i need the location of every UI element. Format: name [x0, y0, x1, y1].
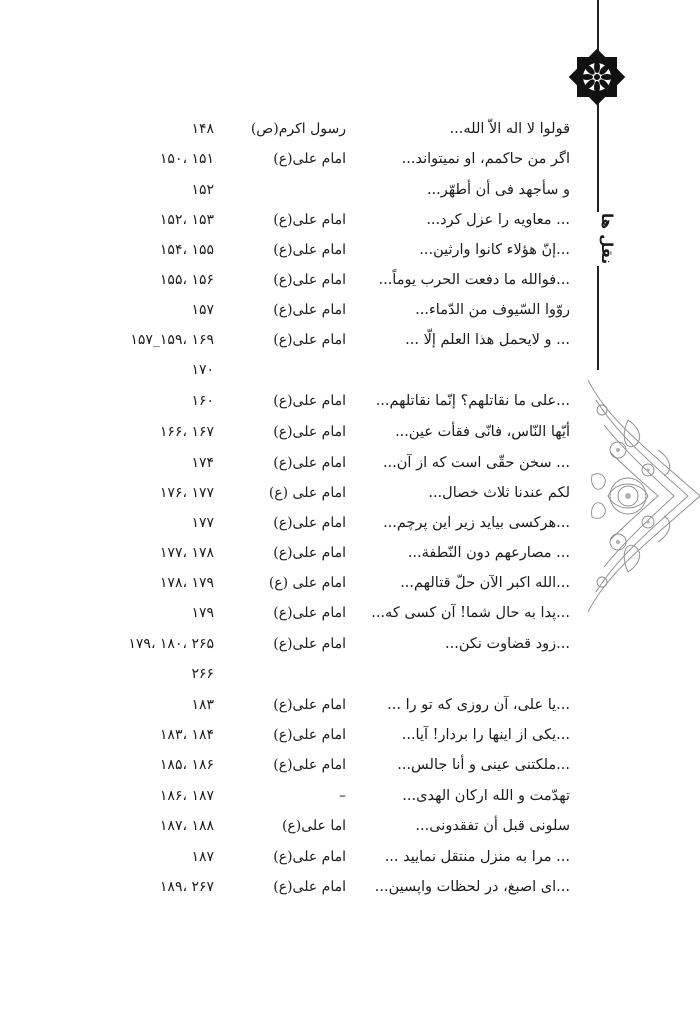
speaker-name: امام علی(ع) [273, 212, 346, 228]
index-row [0, 388, 700, 414]
quote-text: و سأجهد فی أن أطهّر... [426, 182, 570, 198]
speaker-name: امام علی(ع) [273, 727, 346, 743]
speaker-name: امام علی(ع) [273, 424, 346, 440]
index-row [0, 207, 700, 233]
index-row [0, 631, 700, 657]
quote-text: تهدّمت و الله ارکان الهدی... [402, 788, 570, 804]
index-row [0, 600, 700, 626]
index-row [0, 237, 700, 263]
quote-text: أیّها النّاس، فانّی فقأت عین... [395, 424, 570, 440]
quote-text: سلونی قبل أن تفقدونی... [415, 818, 570, 834]
side-section-title: نقل ها [594, 212, 620, 266]
index-row [0, 783, 700, 809]
speaker-name: امام علی(ع) [273, 332, 346, 348]
page-numbers: ۱۷۷ ،۱۷۶ [159, 485, 214, 501]
quote-text: ...فوالله ما دفعت الحرب یوماً... [378, 272, 570, 288]
page-numbers: ۱۷۷ [191, 515, 214, 531]
index-row [0, 692, 700, 718]
page-numbers: ۱۸۶ ،۱۸۵ [159, 757, 214, 773]
speaker-name: امام علی(ع) [273, 849, 346, 865]
speaker-name: امام علی(ع) [273, 302, 346, 318]
quote-text: روّوا السّیوف من الدّماء... [415, 302, 570, 318]
quote-text: ...پدا به حال شما! آن کسی که... [371, 605, 570, 621]
page-numbers: ۲۶۷ ،۱۸۹ [159, 879, 214, 895]
quote-text: ...زود قضاوت نکن... [445, 636, 570, 652]
quote-text: اگر من حاکمم، او نمیتواند... [401, 151, 570, 167]
index-row [0, 540, 700, 566]
quote-text: ... مرا به منزل منتقل نمایید ... [384, 849, 570, 865]
index-row [0, 570, 700, 596]
index-row [0, 357, 700, 383]
quote-text: ... مصارعهم دون النّطفة... [407, 545, 570, 561]
speaker-name: امام علی(ع) [273, 879, 346, 895]
page-numbers: ۱۸۴ ،۱۸۳ [159, 727, 214, 743]
speaker-name: امام علی(ع) [273, 393, 346, 409]
page-numbers: ۱۷۹ [191, 605, 214, 621]
quote-text: ... سخن حقّی است که از آن... [382, 455, 570, 471]
speaker-name: – [339, 788, 346, 804]
speaker-name: امام علی (ع) [268, 575, 346, 591]
page-numbers: ۱۵۱ ،۱۵۰ [159, 151, 214, 167]
quote-text: قولوا لا اله الاّ الله... [449, 121, 570, 137]
speaker-name: امام علی(ع) [273, 636, 346, 652]
page-numbers: ۱۸۷ [191, 849, 214, 865]
quote-text: ... معاویه را عزل کرد... [426, 212, 570, 228]
speaker-name: امام علی(ع) [273, 515, 346, 531]
speaker-name: امام علی(ع) [273, 757, 346, 773]
quote-text: ... و لایحمل هذا العلم إلّا ... [405, 332, 570, 348]
speaker-name: امام علی(ع) [273, 455, 346, 471]
quote-text: لکم عندنا ثلاث خصال... [428, 485, 570, 501]
page-numbers: ۱۷۸ ،۱۷۷ [159, 545, 214, 561]
index-row [0, 267, 700, 293]
page-numbers: ۱۷۰ [191, 362, 214, 378]
quote-text: ...ملکتنی عینی و أنا جالس... [397, 757, 570, 773]
page-numbers: ۱۷۹ ،۱۷۸ [159, 575, 214, 591]
index-row [0, 722, 700, 748]
speaker-name: امام علی(ع) [273, 272, 346, 288]
page-numbers: ۱۶۷ ،۱۶۶ [159, 424, 214, 440]
index-row [0, 177, 700, 203]
page-numbers: ۱۸۸ ،۱۸۷ [159, 818, 214, 834]
quote-text: ...علی ما نقاتلهم؟ إنّما نقاتلهم... [375, 393, 570, 409]
index-row [0, 844, 700, 870]
speaker-name: رسول اکرم(ص) [250, 121, 346, 137]
quote-text: ...الله اکبر الآن حلّ قتالهم... [400, 575, 570, 591]
index-row [0, 116, 700, 142]
quote-text: ...هرکسی بیاید زیر این پرچم... [383, 515, 570, 531]
page-numbers: ۱۸۳ [191, 697, 214, 713]
page-numbers: ۱۸۷ ،۱۸۶ [159, 788, 214, 804]
index-row [0, 450, 700, 476]
page-numbers: ۱۶۹ ،۱۵۹_۱۵۷ [130, 332, 214, 348]
index-row [0, 752, 700, 778]
index-row [0, 146, 700, 172]
page-numbers: ۲۶۶ [191, 666, 214, 682]
index-row [0, 480, 700, 506]
page-numbers: ۱۴۸ [191, 121, 214, 137]
speaker-name: امام علی(ع) [273, 605, 346, 621]
page-numbers: ۱۵۷ [191, 302, 214, 318]
index-row [0, 874, 700, 900]
index-row [0, 813, 700, 839]
speaker-name: امام علی(ع) [273, 545, 346, 561]
speaker-name: امام علی(ع) [273, 151, 346, 167]
index-row [0, 661, 700, 687]
quote-text: ...إنّ هؤلاء کانوا وارثین... [419, 242, 570, 258]
quote-text: ...یا علی، آن روزی که تو را ... [387, 697, 570, 713]
index-row [0, 327, 700, 353]
quote-text: ...ای اصبغ، در لحظات واپسین... [374, 879, 570, 895]
page-numbers: ۱۵۲ [191, 182, 214, 198]
speaker-name: امام علی(ع) [273, 697, 346, 713]
quote-text: ...یکی از اینها را بردار! آیا... [401, 727, 570, 743]
page-numbers: ۱۶۰ [191, 393, 214, 409]
page-numbers: ۱۵۶ ،۱۵۵ [159, 272, 214, 288]
page-numbers: ۲۶۵ ،۱۸۰ ،۱۷۹ [128, 636, 214, 652]
index-row [0, 297, 700, 323]
speaker-name: امام علی (ع) [268, 485, 346, 501]
index-row [0, 510, 700, 536]
page-numbers: ۱۵۳ ،۱۵۲ [159, 212, 214, 228]
speaker-name: اما علی(ع) [281, 818, 346, 834]
page-numbers: ۱۷۴ [191, 455, 214, 471]
page-numbers: ۱۵۵ ،۱۵۴ [159, 242, 214, 258]
index-row [0, 419, 700, 445]
speaker-name: امام علی(ع) [273, 242, 346, 258]
